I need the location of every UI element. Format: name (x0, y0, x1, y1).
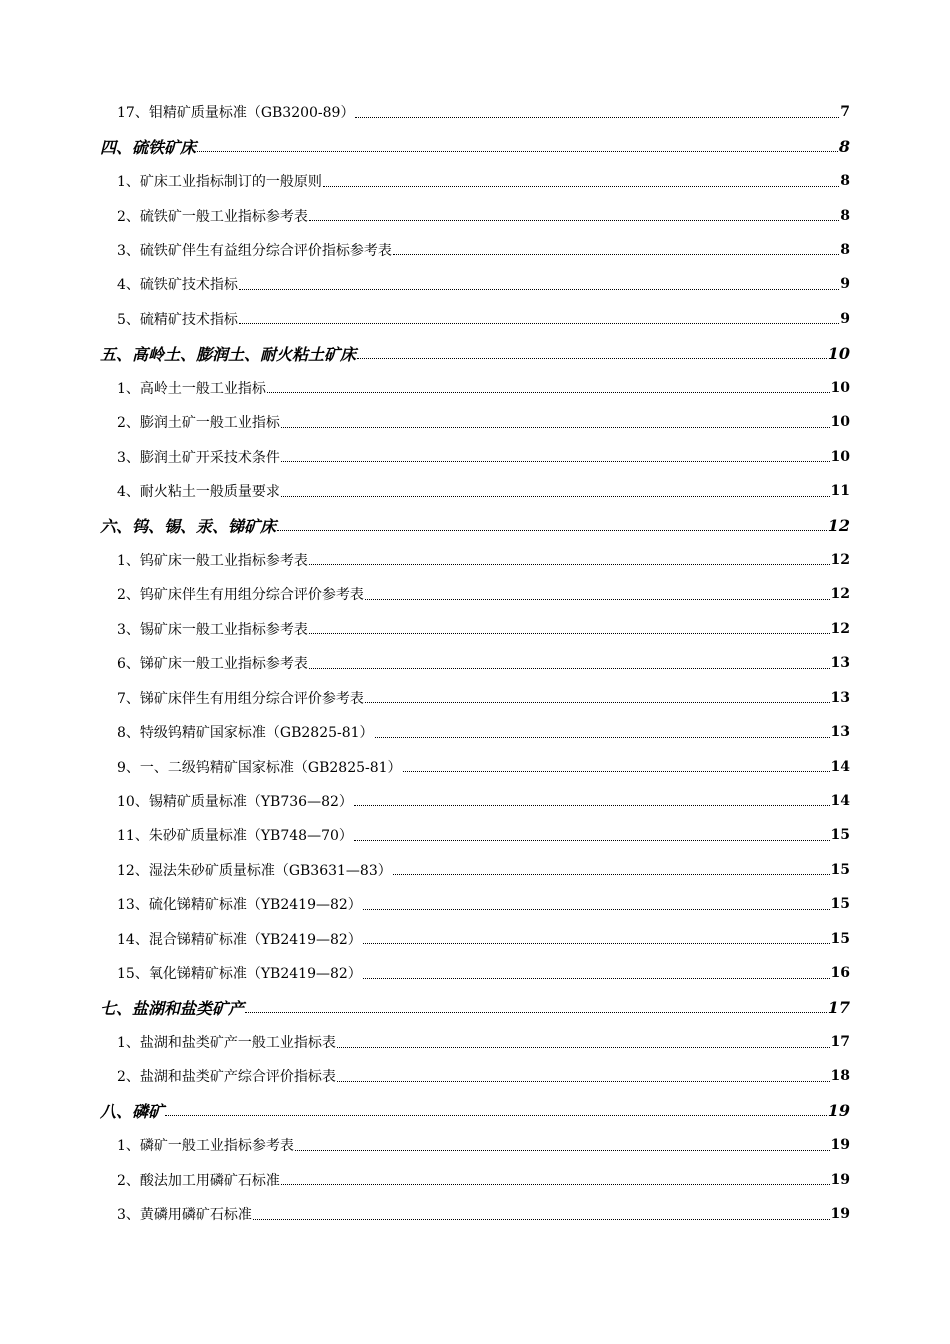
dot-leader (165, 1115, 827, 1116)
dot-leader (253, 1219, 830, 1220)
dot-leader (281, 427, 830, 428)
toc-entry[interactable] (0, 1128, 950, 1162)
toc-entry[interactable] (0, 887, 950, 921)
toc-entry-label: 1、高岭土一般工业指标 (117, 380, 266, 397)
toc-page-number: 9 (840, 276, 850, 293)
toc-page-number: 13 (830, 655, 850, 672)
toc-page-number: 13 (830, 724, 850, 741)
toc-entry-label: 5、硫精矿技术指标 (117, 311, 238, 328)
toc-entry-label: 15、氧化锑精矿标准（YB2419—82） (117, 966, 362, 983)
toc-page-number: 8 (838, 137, 850, 157)
toc-entry-label: 1、盐湖和盐类矿产一般工业指标表 (117, 1035, 336, 1052)
toc-entry-label: 四、硫铁矿床 (100, 138, 197, 158)
toc-page-number: 8 (840, 241, 850, 258)
toc-page-number: 10 (830, 448, 850, 465)
toc-entry-label: 3、黄磷用磷矿石标准 (117, 1207, 252, 1224)
toc-entry-label: 2、硫铁矿一般工业指标参考表 (117, 208, 308, 225)
toc-entry-label: 7、锑矿床伴生有用组分综合评价参考表 (117, 690, 364, 707)
toc-page-number: 19 (830, 1171, 850, 1188)
toc-entry[interactable] (0, 1059, 950, 1093)
toc-entry-label: 1、磷矿一般工业指标参考表 (117, 1138, 294, 1155)
toc-page-number: 19 (827, 1101, 850, 1121)
toc-page-number: 10 (830, 379, 850, 396)
toc-entry-label: 4、耐火粘土一般质量要求 (117, 484, 280, 501)
toc-entry[interactable] (0, 612, 950, 646)
dot-leader (309, 668, 830, 669)
toc-entry-label: 2、钨矿床伴生有用组分综合评价参考表 (117, 587, 364, 604)
toc-entry-label: 七、盐湖和盐类矿产 (100, 999, 245, 1019)
toc-page-number: 13 (830, 689, 850, 706)
toc-entry-label: 12、湿法朱砂矿质量标准（GB3631—83） (117, 862, 392, 879)
toc-entry[interactable] (0, 646, 950, 680)
toc-page-number: 12 (830, 551, 850, 568)
toc-section-heading[interactable] (0, 990, 950, 1024)
toc-page-number: 8 (840, 173, 850, 190)
toc-entry[interactable] (0, 784, 950, 818)
toc-entry[interactable] (0, 371, 950, 405)
toc-section-heading[interactable] (0, 336, 950, 370)
dot-leader (267, 392, 830, 393)
dot-leader (365, 702, 830, 703)
toc-entry-label: 2、膨润土矿一般工业指标 (117, 415, 280, 432)
toc-entry[interactable] (0, 818, 950, 852)
toc-entry[interactable] (0, 715, 950, 749)
dot-leader (403, 771, 830, 772)
toc-entry[interactable] (0, 198, 950, 232)
toc-entry-label: 3、硫铁矿伴生有益组分综合评价指标参考表 (117, 242, 392, 259)
toc-entry-label: 八、磷矿 (100, 1102, 165, 1122)
toc-entry[interactable] (0, 922, 950, 956)
toc-entry[interactable] (0, 1025, 950, 1059)
dot-leader (357, 358, 827, 359)
toc-section-heading[interactable] (0, 1094, 950, 1128)
dot-leader (354, 840, 830, 841)
toc-entry-label: 17、钼精矿质量标准（GB3200-89） (117, 105, 355, 122)
toc-entry[interactable] (0, 853, 950, 887)
toc-page-number: 15 (830, 861, 850, 878)
dot-leader (277, 530, 827, 531)
toc-entry[interactable] (0, 95, 950, 129)
toc-page-number: 15 (830, 930, 850, 947)
toc-page-number: 14 (830, 758, 850, 775)
toc-entry[interactable] (0, 267, 950, 301)
dot-leader (363, 909, 830, 910)
dot-leader (393, 874, 830, 875)
toc-section-heading[interactable] (0, 508, 950, 542)
dot-leader (197, 151, 838, 152)
toc-page-number: 19 (830, 1137, 850, 1154)
toc-page-number: 12 (830, 586, 850, 603)
toc-entry-label: 13、硫化锑精矿标准（YB2419—82） (117, 897, 362, 914)
toc-page-number: 15 (830, 827, 850, 844)
toc-entry[interactable] (0, 577, 950, 611)
dot-leader (363, 943, 830, 944)
toc-page-number: 17 (827, 998, 850, 1018)
toc-entry-label: 14、混合锑精矿标准（YB2419—82） (117, 931, 362, 948)
toc-entry-label: 2、酸法加工用磷矿石标准 (117, 1172, 280, 1189)
toc-page-number: 16 (830, 965, 850, 982)
toc-entry[interactable] (0, 164, 950, 198)
toc-entry-label: 9、一、二级钨精矿国家标准（GB2825-81） (117, 759, 402, 776)
toc-entry-label: 6、锑矿床一般工业指标参考表 (117, 656, 308, 673)
toc-page-number: 10 (830, 414, 850, 431)
toc-entry-label: 4、硫铁矿技术指标 (117, 277, 238, 294)
toc-entry-label: 2、盐湖和盐类矿产综合评价指标表 (117, 1069, 336, 1086)
dot-leader (245, 1012, 827, 1013)
toc-entry[interactable] (0, 439, 950, 473)
toc-entry-label: 10、锡精矿质量标准（YB736—82） (117, 793, 353, 810)
dot-leader (295, 1150, 830, 1151)
toc-page-number: 12 (830, 620, 850, 637)
dot-leader (323, 186, 839, 187)
toc-entry[interactable] (0, 956, 950, 990)
dot-leader (309, 633, 830, 634)
toc-section-heading[interactable] (0, 129, 950, 163)
toc-entry[interactable] (0, 543, 950, 577)
toc-page-number: 7 (840, 104, 850, 121)
dot-leader (239, 323, 839, 324)
toc-page-number: 11 (830, 483, 850, 500)
toc-entry[interactable] (0, 1197, 950, 1231)
dot-leader (337, 1047, 830, 1048)
dot-leader (309, 564, 830, 565)
dot-leader (281, 461, 830, 462)
dot-leader (281, 496, 830, 497)
toc-entry[interactable] (0, 233, 950, 267)
toc-entry[interactable] (0, 405, 950, 439)
dot-leader (355, 117, 839, 118)
toc-entry-label: 六、钨、锡、汞、锑矿床 (100, 516, 277, 536)
dot-leader (239, 289, 839, 290)
toc-entry-label: 1、钨矿床一般工业指标参考表 (117, 552, 308, 569)
toc-entry-label: 8、特级钨精矿国家标准（GB2825-81） (117, 725, 374, 742)
dot-leader (354, 805, 830, 806)
toc-page-number: 15 (830, 896, 850, 913)
dot-leader (281, 1184, 830, 1185)
table-of-contents (0, 95, 950, 1231)
dot-leader (375, 737, 830, 738)
dot-leader (309, 220, 839, 221)
toc-entry-label: 11、朱砂矿质量标准（YB748—70） (117, 828, 353, 845)
toc-page-number: 12 (827, 515, 850, 535)
toc-entry[interactable] (0, 474, 950, 508)
dot-leader (337, 1081, 830, 1082)
toc-page-number: 8 (840, 207, 850, 224)
toc-page-number: 9 (840, 310, 850, 327)
toc-page-number: 14 (830, 792, 850, 809)
toc-page-number: 17 (830, 1034, 850, 1051)
toc-page-number: 10 (827, 343, 850, 363)
toc-entry-label: 五、高岭土、膨润土、耐火粘土矿床 (100, 344, 357, 364)
toc-entry[interactable] (0, 1163, 950, 1197)
dot-leader (365, 599, 830, 600)
toc-entry-label: 3、膨润土矿开采技术条件 (117, 449, 280, 466)
toc-entry[interactable] (0, 749, 950, 783)
toc-entry[interactable] (0, 680, 950, 714)
dot-leader (363, 978, 830, 979)
toc-page-number: 19 (830, 1206, 850, 1223)
toc-entry-label: 3、锡矿床一般工业指标参考表 (117, 621, 308, 638)
toc-entry-label: 1、矿床工业指标制订的一般原则 (117, 174, 322, 191)
toc-page-number: 18 (830, 1068, 850, 1085)
toc-entry[interactable] (0, 302, 950, 336)
dot-leader (393, 254, 839, 255)
